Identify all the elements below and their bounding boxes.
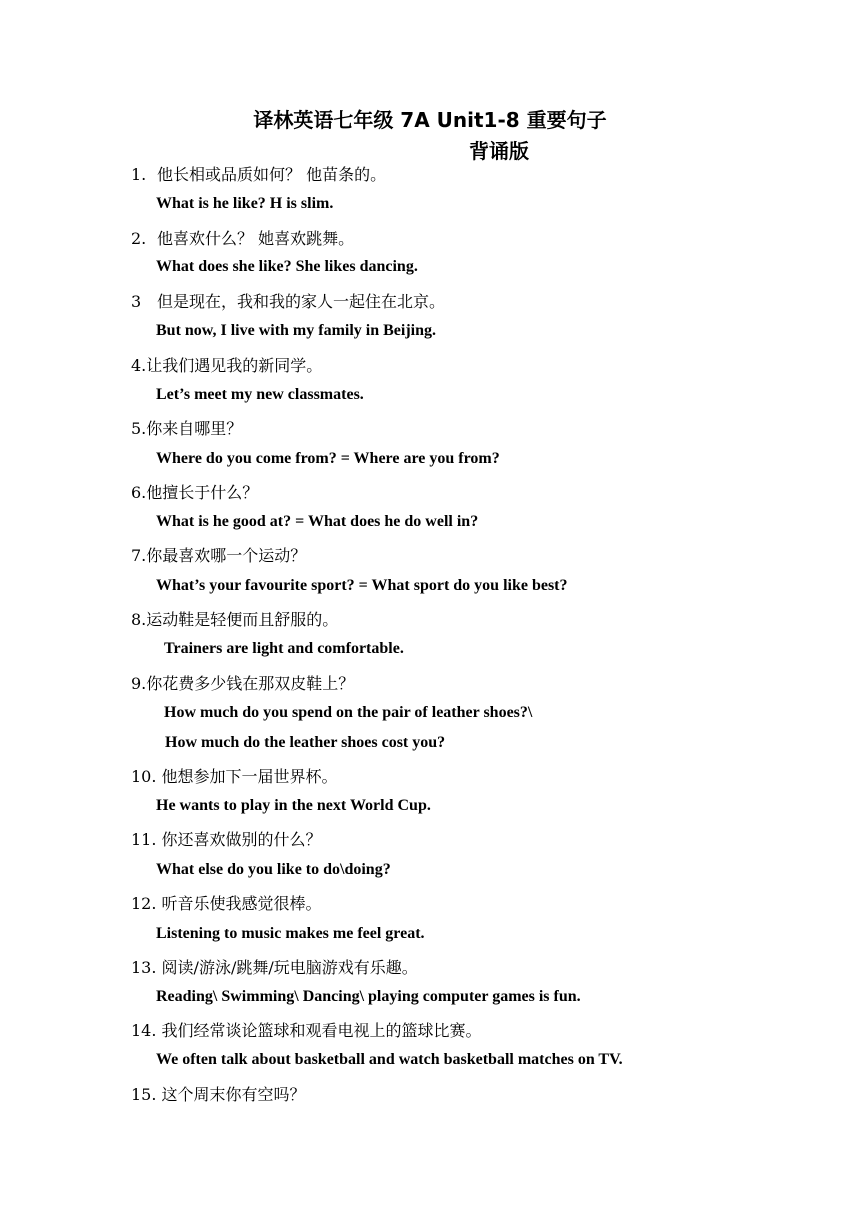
item-chinese: 8.运动鞋是轻便而且舒服的。: [131, 610, 339, 629]
item-english: We often talk about basketball and watch basketball matches on TV.: [156, 1051, 623, 1068]
item-chinese: 13. 阅读/游泳/跳舞/玩电脑游戏有乐趣。: [131, 958, 418, 977]
item-english: Reading\ Swimming\ Dancing\ playing computer games is fun.: [156, 988, 581, 1005]
item-chinese: 5.你来自哪里？: [131, 419, 243, 438]
item-english: Where do you come from? = Where are you from?: [156, 450, 500, 467]
item-chinese: 2. 他喜欢什么？ 她喜欢跳舞。: [131, 229, 355, 248]
item-english: But now, I live with my family in Beijing.: [156, 322, 437, 339]
item-chinese: 11. 你还喜欢做别的什么？: [131, 830, 322, 849]
item-chinese: 9.你花费多少钱在那双皮鞋上？: [131, 674, 355, 693]
item-english: Trainers are light and comfortable.: [164, 640, 404, 657]
item-english: Let’s meet my new classmates.: [156, 386, 364, 403]
item-english: He wants to play in the next World Cup.: [156, 797, 431, 814]
item-english: What’s your favourite sport? = What sport do you like best?: [156, 577, 568, 594]
item-chinese: 3 但是现在，我和我的家人一起住在北京。: [131, 292, 446, 311]
item-english: How much do you spend on the pair of leather shoes?\: [164, 704, 533, 721]
item-chinese: 1. 他长相或品质如何？ 他苗条的。: [131, 165, 387, 184]
document-title: 译林英语七年级 7A Unit1-8 重要句子: [253, 108, 607, 132]
item-chinese: 10. 他想参加下一届世界杯。: [131, 767, 338, 786]
item-chinese: 14. 我们经常谈论篮球和观看电视上的篮球比赛。: [131, 1021, 482, 1040]
item-english: What is he good at? = What does he do well in?: [156, 513, 479, 530]
item-chinese: 12. 听音乐使我感觉很棒。: [131, 894, 322, 913]
item-english: What does she like? She likes dancing.: [156, 258, 418, 275]
item-english: What is he like? H is slim.: [156, 195, 334, 212]
item-chinese: 4.让我们遇见我的新同学。: [131, 356, 323, 375]
item-chinese: 15. 这个周末你有空吗？: [131, 1085, 306, 1104]
document-subtitle: 背诵版: [469, 139, 529, 163]
item-chinese: 6.他擅长于什么？: [131, 483, 259, 502]
item-english: Listening to music makes me feel great.: [156, 925, 425, 942]
item-english: How much do the leather shoes cost you?: [165, 734, 446, 751]
item-english: What else do you like to do\doing?: [156, 861, 391, 878]
item-chinese: 7.你最喜欢哪一个运动？: [131, 546, 307, 565]
